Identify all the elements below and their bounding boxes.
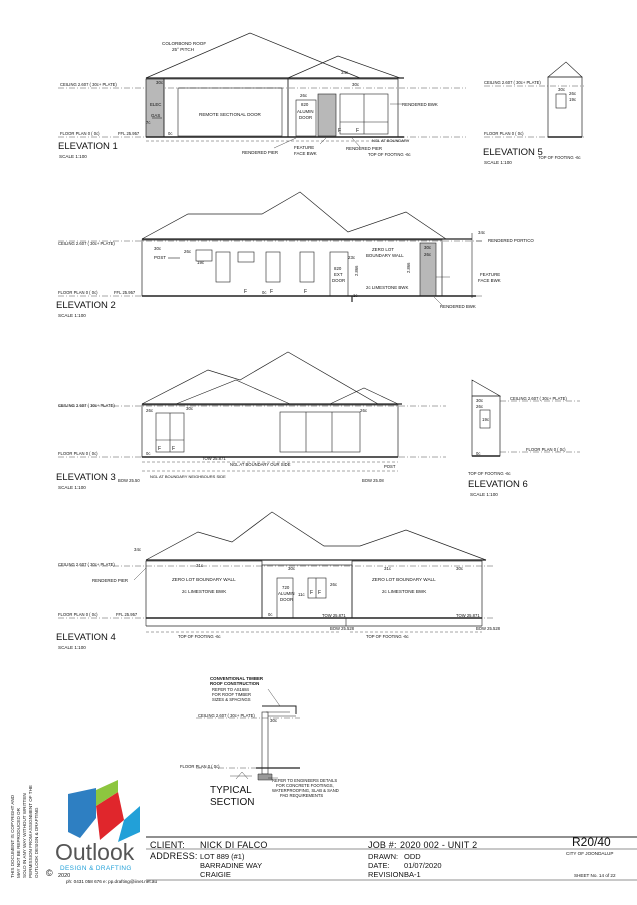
client-label: CLIENT: [150, 840, 185, 850]
course-0: 0c [262, 290, 267, 295]
elec-label: ELEC [150, 102, 162, 107]
sheet-number: SHEET No. 14 of 22 [574, 873, 616, 878]
course-34: 34c [478, 230, 486, 235]
zoning-code: R20/40 [572, 835, 611, 849]
course-30: 30c [476, 398, 484, 403]
ceiling-level: CEILING 2.607 ( 30c+ PLATE) [198, 713, 255, 718]
course-30: 30c [558, 87, 566, 92]
date-value: 01/07/2020 [404, 861, 442, 870]
door-label: DOOR [280, 597, 294, 602]
course-30a: 30c [156, 80, 164, 85]
ceiling-level: CEILING 2.607 ( 30c+ PLATE) [60, 82, 117, 87]
fixed-marker: F [318, 590, 322, 596]
rendered-pier-a: RENDERED PIER [242, 150, 279, 155]
garage-door-label: REMOTE SECTIONAL DOOR [199, 112, 261, 117]
rendered-pier: RENDERED PIER [92, 578, 129, 583]
elevation-6-scale: SCALE 1:100 [470, 492, 498, 497]
revision-value: BA-1 [404, 870, 421, 879]
roof-note-1: COLORBOND ROOF [162, 41, 207, 46]
course-26: 26c [476, 404, 484, 409]
ceiling-level: CEILING 2.607 ( 30c+ PLATE) [510, 396, 567, 401]
course-26b: 26c [360, 408, 368, 413]
door-label: DOOR [299, 115, 313, 120]
door-ext: EXT [334, 272, 343, 277]
fixed-marker: F [338, 128, 342, 134]
council-name: CITY OF JOONDALUP [566, 851, 614, 856]
ffl-level: FFL 25.957 [116, 612, 138, 617]
fixed-marker: F [304, 289, 308, 295]
logo-tagline: DESIGN & DRAFTING [60, 865, 132, 872]
course-26: 26c [300, 93, 308, 98]
course-30b: 30c [424, 245, 432, 250]
copyright-line-5: OUTLOOK DESIGN & DRAFTING [34, 807, 39, 878]
elevation-3-scale: SCALE 1:100 [58, 485, 86, 490]
drawn-value: ODD [404, 852, 421, 861]
elevation-2-scale: SCALE 1:100 [58, 313, 86, 318]
elevation-4-scale: SCALE 1:100 [58, 645, 86, 650]
tow-level: TOW 25.871 [202, 456, 226, 461]
copyright-line-2: MAY NOT BE REPRODUCED OR [16, 808, 21, 878]
course-1: 1c [353, 293, 358, 298]
fixed-marker: F [244, 289, 248, 295]
course-19: 19c [482, 417, 490, 422]
post-label: POST [154, 255, 166, 260]
rendered-bwk: RENDERED BWK [440, 304, 476, 309]
face-bwk-label: FACE BWK [294, 151, 317, 156]
course-23: 23c [348, 255, 356, 260]
floor-level: FLOOR PLAN 0 ( 0c) [58, 451, 98, 456]
zero-lot-right: ZERO LOT BOUNDARY WALL [372, 577, 436, 582]
course-26a: 26c [146, 408, 154, 413]
top-of-footing-a: TOP OF FOOTING -6c [178, 634, 221, 639]
elevation-3 [58, 352, 446, 471]
copyright-line-3: SOLD IN ANY WAY WITHOUT WRITTEN [22, 793, 27, 878]
drawn-label: DRAWN: [368, 852, 399, 861]
fixed-marker: F [356, 128, 360, 134]
post-label: POST [384, 464, 396, 469]
door-alumin: ALUMIN [278, 591, 295, 596]
dimension-b: 2.866 [406, 262, 411, 273]
limestone-bwk: 2c LIMESTONE BWK [366, 285, 409, 290]
section-note-5: SIZES & SPACINGS [212, 697, 251, 702]
course-19: 19c [197, 260, 205, 265]
rendered-bwk: RENDERED BWK [402, 102, 438, 107]
fixed-marker: F [172, 446, 176, 452]
floor-level: FLOOR PLAN 0 ( 0c) [58, 612, 98, 617]
elevation-3-title: ELEVATION 3 [56, 472, 116, 483]
course-30: 30c [270, 718, 278, 723]
section-note-4: FOR ROOF TIMBER [212, 692, 252, 697]
elevation-5-title: ELEVATION 5 [483, 147, 543, 158]
elevation-2-title: ELEVATION 2 [56, 300, 116, 311]
engineers-note-2: FOR CONCRETE FOOTINGS, [276, 783, 334, 788]
course-31: 31c [196, 563, 204, 568]
course-7: 7c [146, 120, 151, 125]
limestone-right: 2c LIMESTONE BWK [382, 589, 427, 594]
rendered-portico: RENDERED PORTICO [488, 238, 534, 243]
top-of-footing: TOP OF FOOTING -6c [538, 155, 581, 160]
section-note-3: REFER TO AS1684 [212, 687, 249, 692]
course-26: 26c [184, 249, 192, 254]
bow-left: BOW 25.50 [118, 478, 140, 483]
course-0: 0c [146, 451, 151, 456]
zero-lot-2: BOUNDARY WALL [366, 253, 404, 258]
elevation-5-scale: SCALE 1:100 [484, 160, 512, 165]
rendered-pier-b: RENDERED PIER [346, 146, 383, 151]
course-26: 26c [569, 91, 577, 96]
ngl-at-boundary: NGL AT BOUNDARY [372, 138, 410, 143]
address-line-3: CRAIGIE [200, 870, 231, 879]
outlook-logo [68, 780, 140, 842]
gas-label: GAS [151, 113, 161, 118]
client-value: NICK DI FALCO [200, 840, 268, 850]
door-label: DOOR [332, 278, 346, 283]
course-34: 34c [341, 70, 349, 75]
bow-right: BOW 25.08 [362, 478, 384, 483]
revision-label: REVISION: [368, 870, 406, 879]
roof-note-2: 25° PITCH [172, 47, 195, 52]
floor-level: FLOOR PLAN 0 ( 0c) [60, 131, 100, 136]
tow-b: TOW 25.871 [456, 613, 480, 618]
course-11: 11c [298, 592, 305, 597]
elevation-4-title: ELEVATION 4 [56, 632, 116, 643]
door-size-720: 720 [282, 585, 290, 590]
dimension-a: 2.866 [354, 265, 359, 276]
contact-line: ph: 0431 058 676 e: pp.drafting@iinet.net.au [66, 879, 157, 884]
ngl-our-side: NGL AT BOUNDARY OUR SIDE [230, 462, 291, 467]
course-31b: 31c [384, 566, 392, 571]
feature-label: FEATURE [480, 272, 501, 277]
course-0: 0c [168, 131, 173, 136]
face-bwk-label: FACE BWK [478, 278, 501, 283]
engineers-note-3: WATERPROOFING, SLAB & SAND [272, 788, 339, 793]
engineers-note-4: PAD REQUIREMENTS [280, 793, 324, 798]
course-34: 34c [134, 547, 142, 552]
ffl-level: FFL 25.957 [114, 290, 136, 295]
floor-level: FLOOR PLAN 0 ( 0c) [484, 131, 524, 136]
door-size-820: 820 [334, 266, 342, 271]
address-line-2: BARRADINE WAY [200, 861, 263, 870]
course-30a: 30c [154, 246, 162, 251]
address-line-1: LOT 889 (#1) [200, 852, 245, 861]
copyright-line-1: THIS DOCUMENT IS COPYRIGHT AND [10, 794, 15, 878]
top-of-footing-b: TOP OF FOOTING -6c [366, 634, 409, 639]
ceiling-level: CEILING 2.607 ( 30c+ PLATE) [58, 403, 115, 408]
job-value: 2020 002 - UNIT 2 [400, 840, 478, 850]
course-0: 0c [268, 612, 273, 617]
logo-wordmark: Outlook [55, 839, 135, 865]
section-note-1: CONVENTIONAL TIMBER [210, 676, 264, 681]
fixed-marker: F [270, 289, 274, 295]
section-title-2: SECTION [210, 797, 255, 808]
copyright-notice [10, 785, 40, 878]
floor-level: FLOOR PLAN 0 ( 0c) [526, 447, 566, 452]
zero-lot-1: ZERO LOT [372, 247, 394, 252]
course-30b: 30c [456, 566, 464, 571]
elevation-1-scale: SCALE 1:100 [59, 154, 87, 159]
engineers-note-1: REFER TO ENGINEERS DETAILS [272, 778, 338, 783]
floor-level: FLOOR PLAN 0 ( 0c) [58, 290, 98, 295]
ffl-level: FFL 25.957 [118, 131, 140, 136]
copyright-symbol: © [46, 868, 53, 878]
top-of-footing: TOP OF FOOTING -6c [368, 152, 411, 157]
course-30a: 30c [288, 566, 296, 571]
section-title-1: TYPICAL [210, 785, 252, 796]
elevation-6-title: ELEVATION 6 [468, 479, 528, 490]
course-19: 19c [569, 97, 577, 102]
course-26: 26c [330, 582, 338, 587]
section-note-2: ROOF CONSTRUCTION [210, 681, 260, 686]
elevation-1-title: ELEVATION 1 [58, 141, 118, 152]
door-alumin: ALUMIN [297, 109, 314, 114]
ceiling-level: CEILING 2.607 ( 30c+ PLATE) [58, 241, 115, 246]
copyright-line-4: PERMISSION FROM ASSIGNMENT OF THE [28, 785, 33, 878]
ceiling-level: CEILING 2.607 ( 30c+ PLATE) [58, 562, 115, 567]
copyright-year: 2020 [58, 873, 71, 879]
bow-b: BOW 25.528 [476, 626, 500, 631]
job-label: JOB #: [368, 840, 397, 850]
top-of-footing: TOP OF FOOTING -6c [468, 471, 511, 476]
feature-label: FEATURE [294, 145, 315, 150]
tow-a: TOW 25.871 [322, 613, 346, 618]
course-30: 30c [186, 406, 194, 411]
course-26b: 26c [424, 252, 432, 257]
fixed-marker: F [158, 446, 162, 452]
floor-level: FLOOR PLAN 0 ( 0c) [180, 764, 220, 769]
date-label: DATE: [368, 861, 390, 870]
ceiling-level: CEILING 2.607 ( 30c+ PLATE) [484, 80, 541, 85]
course-30b: 30c [352, 82, 360, 87]
limestone-left: 2c LIMESTONE BWK [182, 589, 227, 594]
door-size-820: 820 [301, 102, 309, 107]
fixed-marker: F [310, 590, 314, 596]
address-label: ADDRESS: [150, 851, 198, 861]
ngl-neighbours-side: NGL AT BOUNDARY NEIGHBOURS SIDE [150, 474, 226, 479]
zero-lot-left: ZERO LOT BOUNDARY WALL [172, 577, 236, 582]
course-0: 0c [476, 451, 481, 456]
bow-a: BOW 25.528 [330, 626, 354, 631]
logo-blue-shape [68, 788, 96, 838]
